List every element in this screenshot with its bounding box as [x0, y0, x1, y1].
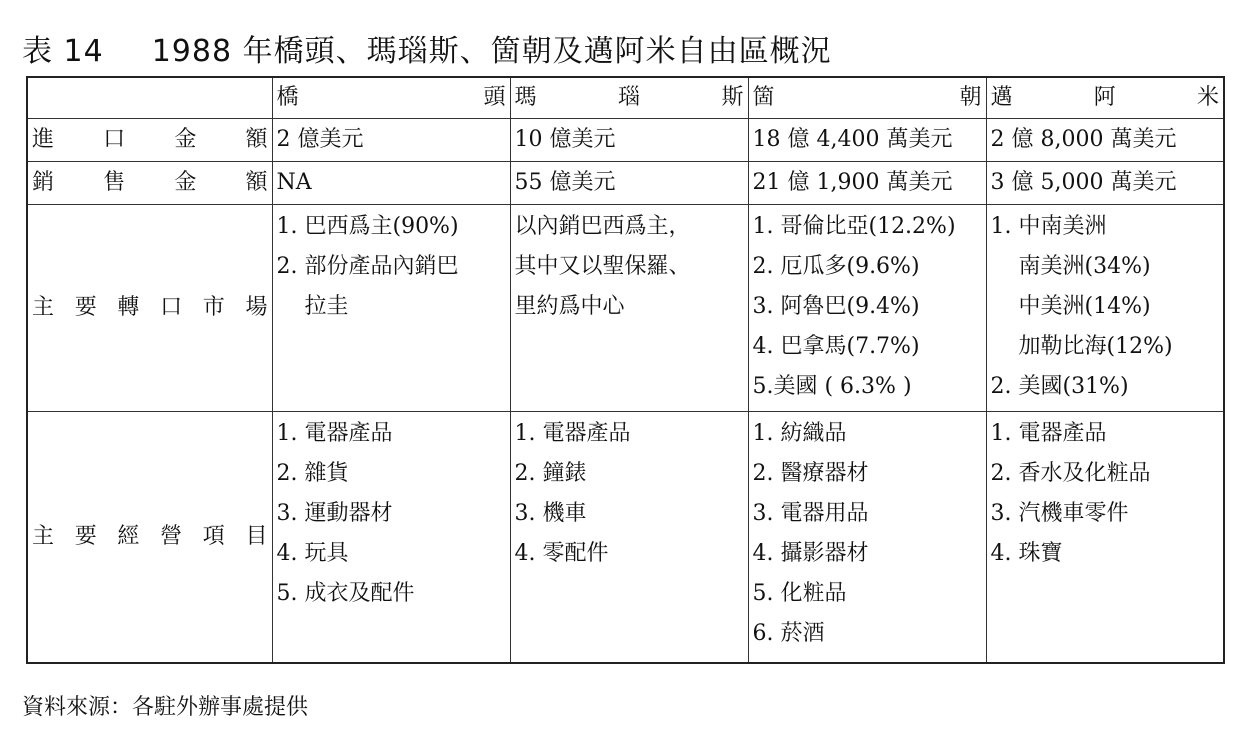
- markets-gechao: [748, 205, 986, 412]
- list-item: 6. 菸酒: [752, 621, 825, 646]
- list-item: 拉圭: [304, 294, 349, 319]
- markets-qiaotou: [272, 205, 510, 412]
- list-item: 里約爲中心: [514, 294, 625, 319]
- sales-qiaotou: NA: [272, 162, 510, 205]
- list-item: 2. 醫療器材: [752, 461, 869, 486]
- header-gechao: 箇 朝: [748, 77, 986, 119]
- list-item: 加勒比海(12%): [1018, 334, 1173, 359]
- sales-miami: 3 億 5,000 萬美元: [986, 162, 1224, 205]
- table-title: [22, 26, 832, 70]
- list-item: 1. 中南美洲: [990, 214, 1107, 239]
- list-item: 1. 電器產品: [990, 421, 1107, 446]
- list-item: 1. 紡織品: [752, 421, 847, 446]
- list-item: 2. 香水及化粧品: [990, 461, 1151, 486]
- list-item: 4. 攝影器材: [752, 541, 869, 566]
- row-label-markets: 主 要 轉 口 市 場: [27, 205, 272, 412]
- business-qiaotou: [272, 412, 510, 664]
- header-manaus: 瑪 瑙 斯: [510, 77, 748, 119]
- list-item: 2. 雜貨: [276, 461, 349, 486]
- list-item: 1. 電器產品: [276, 421, 393, 446]
- header-qiaotou: 橋 頭: [272, 77, 510, 119]
- markets-manaus: [510, 205, 748, 412]
- markets-row: [27, 205, 1224, 412]
- row-label-import: 進 口 金 額: [27, 119, 272, 162]
- list-item: 5. 成衣及配件: [276, 581, 415, 606]
- markets-miami: [986, 205, 1224, 412]
- row-label-business: 主 要 經 營 項 目: [27, 412, 272, 664]
- list-item: 3. 汽機車零件: [990, 501, 1129, 526]
- list-item: 1. 哥倫比亞(12.2%): [752, 214, 956, 239]
- sales-gechao: 21 億 1,900 萬美元: [748, 162, 986, 205]
- list-item: 4. 珠寶: [990, 541, 1063, 566]
- list-item: 2. 厄瓜多(9.6%): [752, 254, 920, 279]
- import-row: [27, 119, 1224, 162]
- business-manaus: [510, 412, 748, 664]
- sales-row: [27, 162, 1224, 205]
- header-row: [27, 77, 1224, 119]
- list-item: 以內銷巴西爲主，: [514, 214, 691, 239]
- list-item: 5. 化粧品: [752, 581, 847, 606]
- list-item: 2. 鐘錶: [514, 461, 587, 486]
- list-item: 4. 零配件: [514, 541, 609, 566]
- free-zone-table: [26, 76, 1225, 664]
- import-qiaotou: 2 億美元: [272, 119, 510, 162]
- list-item: 4. 玩具: [276, 541, 349, 566]
- list-item: 3. 阿魯巴(9.4%): [752, 294, 920, 319]
- table-caption: 1988 年橋頭、瑪瑙斯、箇朝及邁阿米自由區概況: [151, 34, 832, 69]
- import-miami: 2 億 8,000 萬美元: [986, 119, 1224, 162]
- list-item: 4. 巴拿馬(7.7%): [752, 334, 920, 359]
- list-item: 3. 運動器材: [276, 501, 393, 526]
- list-item: 5.美國 ( 6.3% ): [752, 374, 912, 399]
- sales-manaus: 55 億美元: [510, 162, 748, 205]
- list-item: 1. 電器產品: [514, 421, 631, 446]
- list-item: 南美洲(34%): [1018, 254, 1151, 279]
- import-gechao: 18 億 4,400 萬美元: [748, 119, 986, 162]
- list-item: 2. 部份產品內銷巴: [276, 254, 459, 279]
- corner-cell: [27, 77, 272, 119]
- import-manaus: 10 億美元: [510, 119, 748, 162]
- list-item: 3. 電器用品: [752, 501, 869, 526]
- business-miami: [986, 412, 1224, 664]
- list-item: 3. 機車: [514, 501, 587, 526]
- business-gechao: [748, 412, 986, 664]
- row-label-sales: 銷 售 金 額: [27, 162, 272, 205]
- business-row: [27, 412, 1224, 664]
- table-number: 表 14: [22, 34, 104, 69]
- list-item: 中美洲(14%): [1018, 294, 1151, 319]
- list-item: 2. 美國(31%): [990, 374, 1129, 399]
- source-note: 資料來源：各駐外辦事處提供: [22, 695, 309, 720]
- list-item: 其中又以聖保羅、: [514, 254, 691, 279]
- list-item: 1. 巴西爲主(90%): [276, 214, 459, 239]
- header-miami: 邁 阿 米: [986, 77, 1224, 119]
